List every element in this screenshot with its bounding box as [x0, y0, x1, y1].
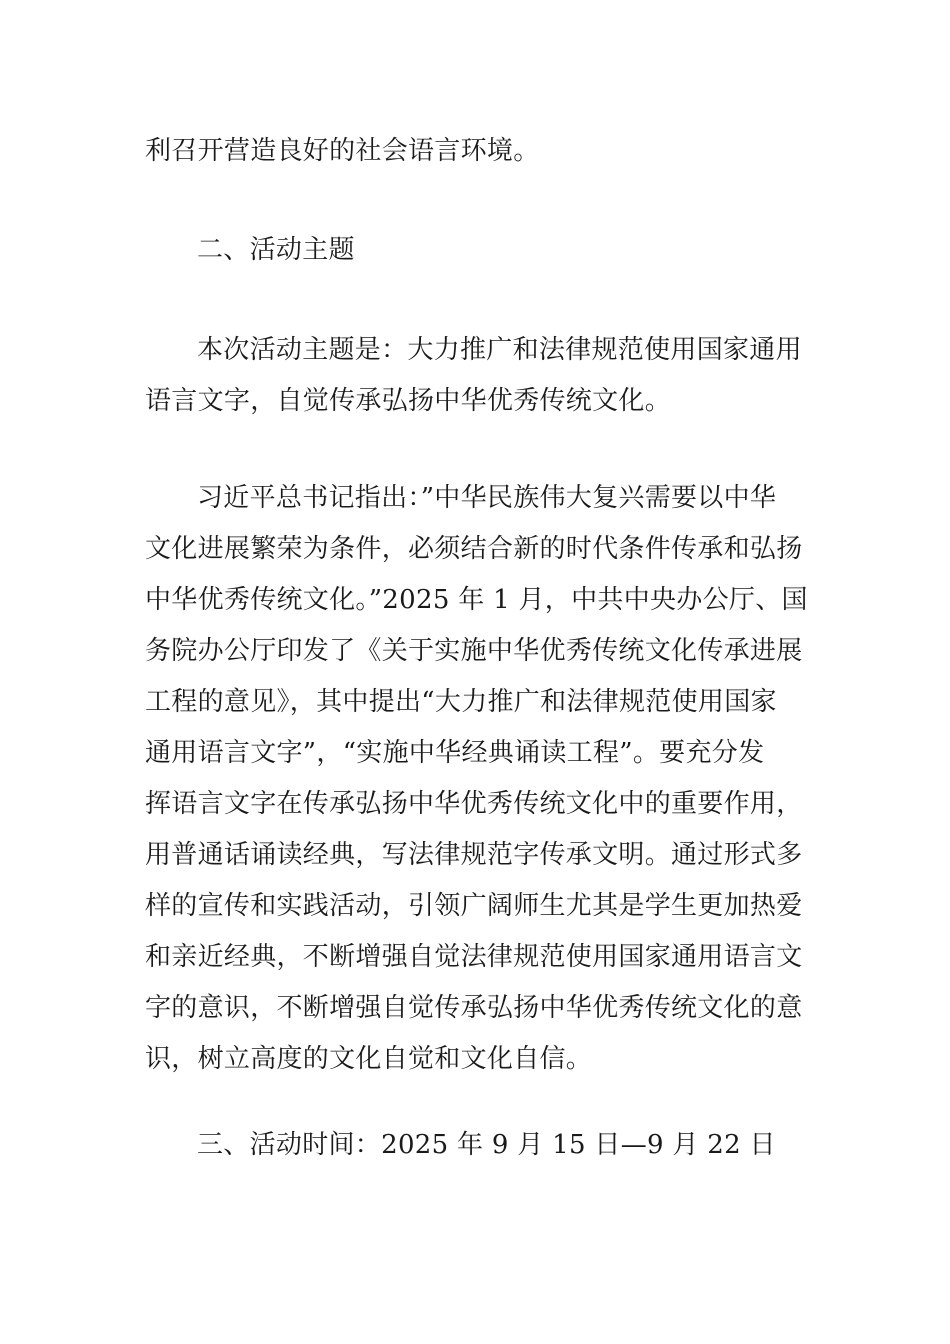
paragraph-line: 工程的意见》，其中提出“大力推广和法律规范使用国家 — [145, 687, 777, 717]
paragraph-line: 和亲近经典，不断增强自觉法律规范使用国家通用语言文 — [145, 942, 803, 972]
paragraph-line: 中华优秀传统文化。”2025 年 1 月，中共中央办公厅、国 — [145, 585, 808, 615]
section-heading-activity-theme: 二、活动主题 — [197, 235, 355, 265]
paragraph-line: 利召开营造良好的社会语言环境。 — [145, 136, 540, 166]
paragraph-line: 用普通话诵读经典，写法律规范字传承文明。通过形式多 — [145, 840, 803, 870]
paragraph-line: 字的意识，不断增强自觉传承弘扬中华优秀传统文化的意 — [145, 993, 803, 1023]
paragraph-line: 文化进展繁荣为条件，必须结合新的时代条件传承和弘扬 — [145, 534, 803, 564]
paragraph-line: 习近平总书记指出：”中华民族伟大复兴需要以中华 — [197, 483, 777, 513]
paragraph-line: 本次活动主题是：大力推广和法律规范使用国家通用 — [197, 335, 802, 365]
paragraph-line: 样的宣传和实践活动，引领广阔师生尤其是学生更加热爱 — [145, 891, 803, 921]
paragraph-line: 务院办公厅印发了《关于实施中华优秀传统文化传承进展 — [145, 636, 803, 666]
paragraph-line: 识，树立高度的文化自觉和文化自信。 — [145, 1044, 593, 1074]
section-heading-activity-time: 三、活动时间：2025 年 9 月 15 日—9 月 22 日 — [197, 1130, 776, 1160]
paragraph-line: 挥语言文字在传承弘扬中华优秀传统文化中的重要作用， — [145, 789, 803, 819]
paragraph-line: 语言文字，自觉传承弘扬中华优秀传统文化。 — [145, 386, 672, 416]
paragraph-line: 通用语言文字”，“实施中华经典诵读工程”。要充分发 — [145, 738, 765, 768]
